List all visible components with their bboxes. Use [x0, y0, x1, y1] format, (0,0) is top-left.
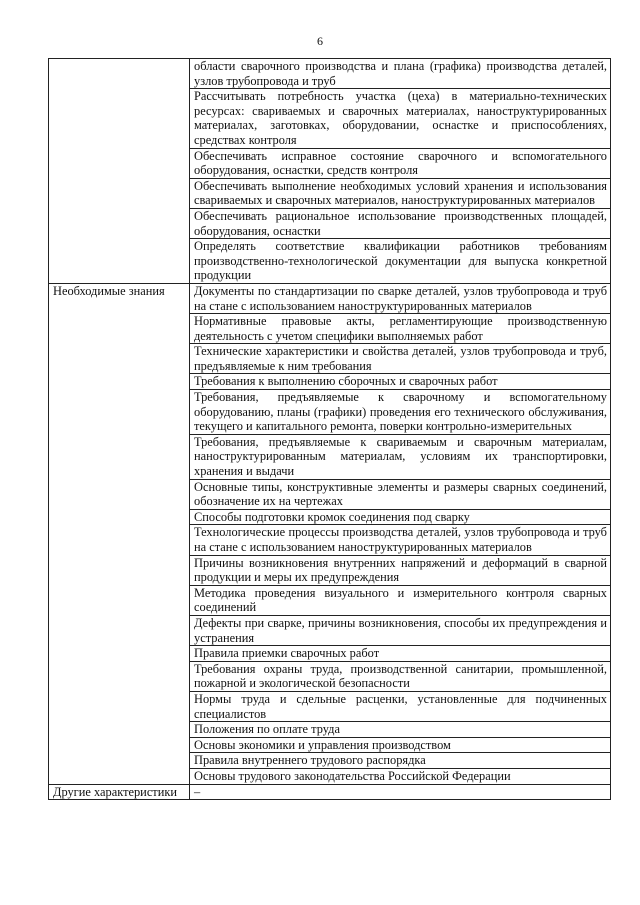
- list-item: Обеспечивать исправное состояние сварочного и вспомогательного оборудования, оснастки, средств контроля: [190, 148, 611, 178]
- list-item: Основные типы, конструктивные элементы и размеры сварных соединений, обозначение их на чертежах: [190, 479, 611, 509]
- list-item: Требования к выполнению сборочных и сварочных работ: [190, 374, 611, 390]
- table-body: [49, 59, 611, 800]
- list-item: Положения по оплате труда: [190, 722, 611, 738]
- page-number: 6: [317, 34, 323, 48]
- table-row: [49, 283, 611, 313]
- list-item: Обеспечивать выполнение необходимых условий хранения и использования свариваемых и сварочных материалов, наноструктурированных материалов: [190, 178, 611, 208]
- list-item: Причины возникновения внутренних напряжений и деформаций в сварной продукции и меры их предупреждения: [190, 555, 611, 585]
- list-item: Определять соответствие квалификации работников требованиям производственно-технологической документации для выпуска конкретной продукции: [190, 239, 611, 284]
- list-item: Рассчитывать потребность участка (цеха) в материально-технических ресурсах: свариваемых и сварочных материалах, наноструктурированных материалах, заготовках, оборудовании, оснастке и приспособлениях, средствах контроля: [190, 89, 611, 148]
- list-item: Технические характеристики и свойства деталей, узлов трубопровода и труб, предъявляемые к ним требования: [190, 344, 611, 374]
- list-item: Основы трудового законодательства Российской Федерации: [190, 768, 611, 784]
- list-item: Нормы труда и сдельные расценки, установленные для подчиненных специалистов: [190, 691, 611, 721]
- section-label: Необходимые знания: [49, 283, 190, 784]
- list-item: Правила приемки сварочных работ: [190, 646, 611, 662]
- section-label: Другие характеристики: [49, 784, 190, 800]
- list-item: Правила внутреннего трудового распорядка: [190, 753, 611, 769]
- list-item: Дефекты при сварке, причины возникновения, способы их предупреждения и устранения: [190, 615, 611, 645]
- skills-knowledge-table: [48, 58, 611, 800]
- list-item: области сварочного производства и плана (графика) производства деталей, узлов трубопровода и труб: [190, 59, 611, 89]
- table-row: [49, 784, 611, 800]
- list-item: Требования, предъявляемые к сварочному и вспомогательному оборудованию, планы (графики) проведения его технического обслуживания, текущего и капитального ремонта, поверки контрольно-измерительных: [190, 390, 611, 435]
- list-item: Документы по стандартизации по сварке деталей, узлов трубопровода и труб на стане с использованием наноструктурированных материалов: [190, 283, 611, 313]
- list-item: Требования, предъявляемые к свариваемым и сварочным материалам, наноструктурированным материалам, условиям их транспортировки, хранения и выдачи: [190, 434, 611, 479]
- list-item: Нормативные правовые акты, регламентирующие производственную деятельность с учетом специфики выполняемых работ: [190, 314, 611, 344]
- list-item: Требования охраны труда, производственной санитарии, промышленной, пожарной и экологической безопасности: [190, 661, 611, 691]
- list-item: Технологические процессы производства деталей, узлов трубопровода и труб на стане с использованием наноструктурированных материалов: [190, 525, 611, 555]
- section-label: [49, 59, 190, 284]
- list-item: Основы экономики и управления производством: [190, 737, 611, 753]
- list-item: –: [190, 784, 611, 800]
- list-item: Обеспечивать рациональное использование производственных площадей, оборудования, оснастки: [190, 208, 611, 238]
- list-item: Способы подготовки кромок соединения под сварку: [190, 509, 611, 525]
- table-row: [49, 59, 611, 89]
- list-item: Методика проведения визуального и измерительного контроля сварных соединений: [190, 585, 611, 615]
